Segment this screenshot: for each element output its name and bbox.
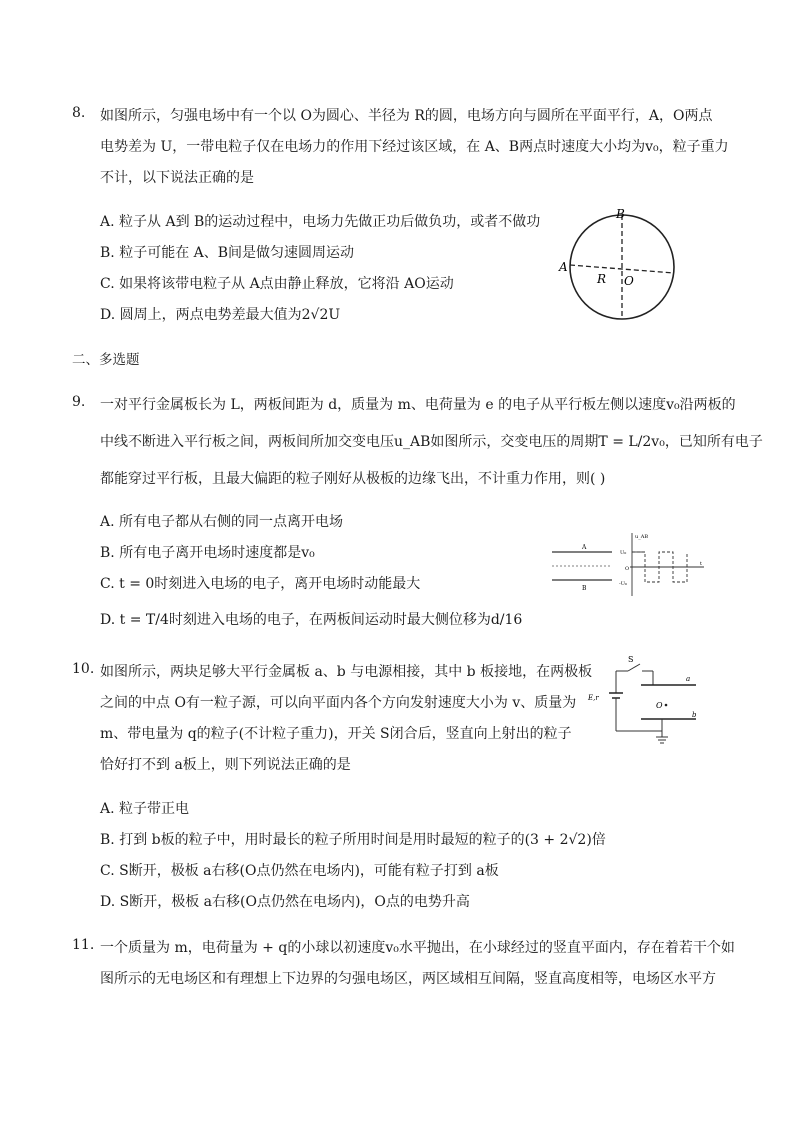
question-number: 10. bbox=[72, 661, 95, 677]
question-text-line: 恰好打不到 a板上，则下列说法正确的是 bbox=[100, 757, 351, 773]
question-text-line: 之间的中点 O有一粒子源，可以向平面内各个方向发射速度大小为 v、质量为 bbox=[100, 695, 577, 711]
question-text-line: m、带电量为 q的粒子(不计粒子重力)，开关 S闭合后，竖直向上射出的粒子 bbox=[100, 726, 572, 742]
label-o: O bbox=[624, 274, 634, 288]
label-emf: E,r bbox=[588, 694, 599, 702]
option-a: A. 粒子带正电 bbox=[100, 801, 190, 817]
label-t: t bbox=[700, 561, 703, 567]
question-number: 9. bbox=[72, 394, 86, 410]
label-b: B bbox=[582, 585, 587, 592]
label-r: R bbox=[597, 272, 607, 286]
option-d: D. t = T/4时刻进入电场的电子，在两板间运动时最大侧位移为d/16 bbox=[100, 612, 523, 628]
question-text-line: 中线不断进入平行板之间，两板间所加交变电压u_AB如图所示，交变电压的周期T = L/2v₀，已知所有电子 bbox=[100, 434, 763, 450]
label-uab: u_AB bbox=[635, 534, 649, 540]
label-b: B bbox=[616, 207, 625, 221]
label-a: A bbox=[582, 544, 587, 551]
label-a: A bbox=[559, 260, 568, 274]
option-b: B. 打到 b板的粒子中，用时最长的粒子所用时间是用时最短的粒子的(3 + 2√2)倍 bbox=[100, 832, 606, 848]
question-number: 8. bbox=[72, 105, 86, 121]
question-text-line: 如图所示，两块足够大平行金属板 a、b 与电源相接，其中 b 板接地，在两极板 bbox=[100, 664, 593, 680]
label-switch: S bbox=[628, 655, 634, 664]
switch-lever bbox=[628, 664, 640, 671]
question-text-line: 一对平行金属板长为 L，两板间距为 d，质量为 m、电荷量为 e 的电子从平行板左侧以速度v₀沿两板的 bbox=[100, 397, 736, 413]
option-c: C. t = 0时刻进入电场的电子，离开电场时动能最大 bbox=[100, 576, 421, 592]
question-number: 11. bbox=[72, 937, 95, 953]
label-origin: O bbox=[656, 701, 663, 710]
question-text-line: 如图所示，匀强电场中有一个以 O为圆心、半径为 R的圆，电场方向与圆所在平面平行，A，O两点 bbox=[100, 108, 713, 124]
question-text-line: 不计，以下说法正确的是 bbox=[100, 170, 254, 186]
option-c: C. 如果将该带电粒子从 A点由静止释放，它将沿 AO运动 bbox=[100, 276, 454, 292]
option-a: A. 所有电子都从右侧的同一点离开电场 bbox=[100, 514, 344, 530]
option-b: B. 粒子可能在 A、B间是做匀速圆周运动 bbox=[100, 245, 355, 261]
option-d: D. 圆周上，两点电势差最大值为2√2U bbox=[100, 307, 341, 323]
circuit-figure bbox=[578, 655, 708, 747]
label-plate-b: b bbox=[692, 711, 697, 719]
option-b: B. 所有电子离开电场时速度都是v₀ bbox=[100, 545, 315, 561]
question-text-line: 一个质量为 m，电荷量为 + q的小球以初速度v₀水平抛出，在小球经过的竖直平面内，存在着若干个如 bbox=[100, 940, 735, 956]
label-minus-u0: -U₀ bbox=[619, 581, 627, 587]
parallel-plates-figure bbox=[550, 540, 615, 595]
section-title: 二、多选题 bbox=[72, 352, 140, 368]
label-origin: O bbox=[625, 566, 630, 572]
voltage-graph-figure bbox=[618, 530, 708, 602]
question-text-line: 都能穿过平行板，且最大偏距的粒子刚好从极板的边缘飞出，不计重力作用，则( ) bbox=[100, 471, 606, 487]
question-text-line: 图所示的无电场区和有理想上下边界的匀强电场区，两区域相互间隔，竖直高度相等，电场区水平方 bbox=[100, 971, 716, 987]
label-plate-a: a bbox=[686, 675, 691, 683]
option-d: D. S断开，极板 a右移(O点仍然在电场内)，O点的电势升高 bbox=[100, 894, 470, 910]
circle-field-figure bbox=[555, 205, 695, 330]
label-u0: U₀ bbox=[620, 550, 627, 556]
particle-source-dot bbox=[665, 704, 668, 707]
question-text-line: 电势差为 U，一带电粒子仅在电场力的作用下经过该区域，在 A、B两点时速度大小均为v₀，粒子重力 bbox=[100, 139, 729, 155]
option-a: A. 粒子从 A到 B的运动过程中，电场力先做正功后做负功，或者不做功 bbox=[100, 214, 541, 230]
option-c: C. S断开，极板 a右移(O点仍然在电场内)，可能有粒子打到 a板 bbox=[100, 863, 499, 879]
